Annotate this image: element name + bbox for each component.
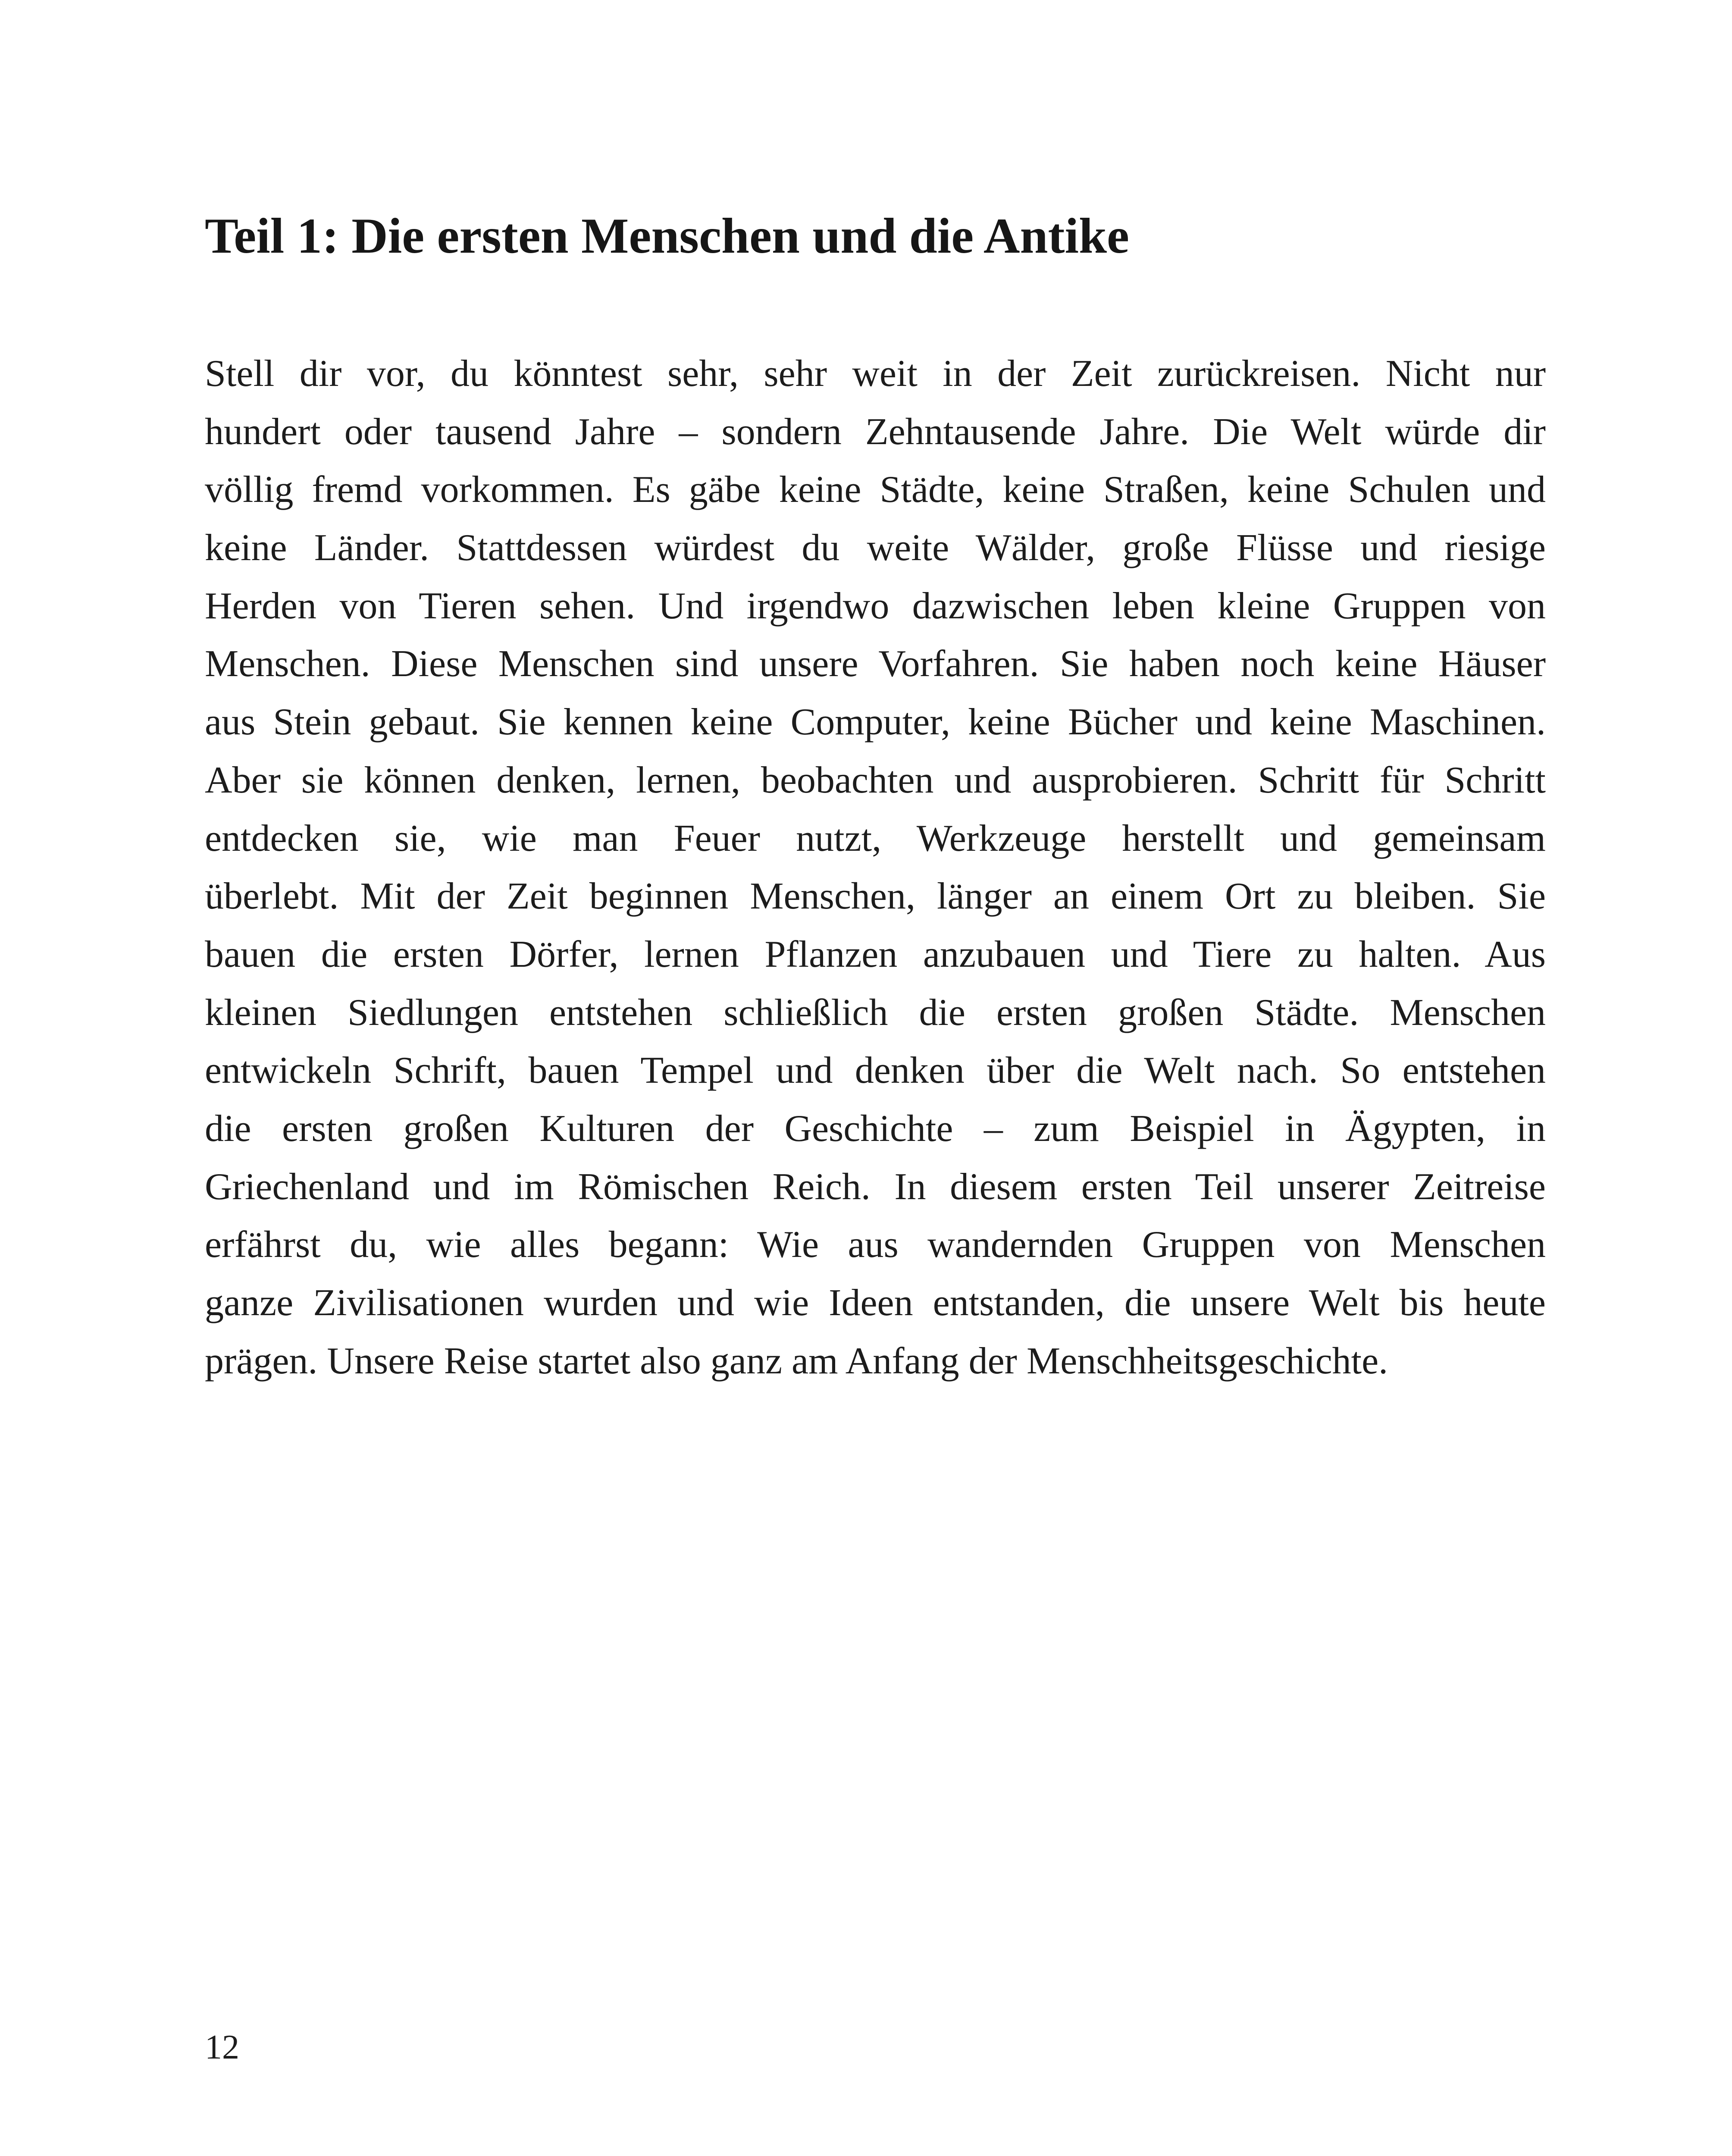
paragraph-line: die ersten großen Kulturen der Geschichte – zum Beispiel in Ägypten, in (205, 1107, 1546, 1150)
paragraph-line: Menschen. Diese Menschen sind unsere Vorfahren. Sie haben noch keine Häuser (205, 643, 1546, 685)
paragraph-line: keine Länder. Stattdessen würdest du weite Wälder, große Flüsse und riesige (205, 527, 1546, 569)
paragraph-line: Aber sie können denken, lernen, beobachten und ausprobieren. Schritt für Schritt (205, 759, 1546, 801)
paragraph-line: entwickeln Schrift, bauen Tempel und denken über die Welt nach. So entstehen (205, 1050, 1546, 1092)
paragraph-line: prägen. Unsere Reise startet also ganz am Anfang der Menschheitsgeschichte. (205, 1340, 1388, 1382)
paragraph-line: Stell dir vor, du könntest sehr, sehr weit in der Zeit zurückreisen. Nicht nur (205, 353, 1546, 395)
paragraph-line: hundert oder tausend Jahre – sondern Zehntausende Jahre. Die Welt würde dir (205, 411, 1546, 453)
paragraph-line: völlig fremd vorkommen. Es gäbe keine Städte, keine Straßen, keine Schulen und (205, 469, 1546, 511)
paragraph-line: kleinen Siedlungen entstehen schließlich die ersten großen Städte. Menschen (205, 991, 1546, 1034)
paragraph-line: entdecken sie, wie man Feuer nutzt, Werkzeuge herstellt und gemeinsam (205, 817, 1546, 859)
paragraph-line: ganze Zivilisationen wurden und wie Ideen entstanden, die unsere Welt bis heute (205, 1282, 1546, 1324)
paragraph-line: bauen die ersten Dörfer, lernen Pflanzen anzubauen und Tiere zu halten. Aus (205, 933, 1546, 975)
paragraph-line: Griechenland und im Römischen Reich. In diesem ersten Teil unserer Zeitreise (205, 1166, 1546, 1208)
chapter-title: Teil 1: Die ersten Menschen und die Antike (205, 208, 1129, 264)
paragraph-line: aus Stein gebaut. Sie kennen keine Computer, keine Bücher und keine Maschinen. (205, 701, 1546, 743)
body-paragraph (205, 345, 1546, 1390)
page-number: 12 (205, 2028, 239, 2066)
paragraph-line: erfährst du, wie alles begann: Wie aus wandernden Gruppen von Menschen (205, 1224, 1546, 1266)
paragraph-line: Herden von Tieren sehen. Und irgendwo dazwischen leben kleine Gruppen von (205, 585, 1546, 627)
paragraph-line: überlebt. Mit der Zeit beginnen Menschen, länger an einem Ort zu bleiben. Sie (205, 875, 1546, 918)
